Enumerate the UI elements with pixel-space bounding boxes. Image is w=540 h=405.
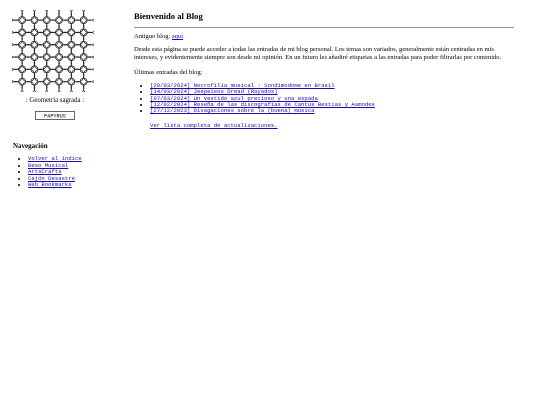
geometry-circle bbox=[68, 17, 75, 24]
geometry-circle bbox=[83, 32, 94, 45]
latest-entries-list bbox=[134, 83, 514, 114]
geometry-circle bbox=[46, 10, 59, 21]
nav-link-artscrafts[interactable]: ArtsCrafts bbox=[28, 168, 62, 176]
entry-link[interactable]: [12/02/2024] Reseña de las discografías de Cantus Bestias y Asmodes bbox=[150, 101, 375, 109]
geometry-circle bbox=[68, 29, 75, 36]
geometry-circle bbox=[19, 53, 26, 60]
geometry-circle bbox=[43, 17, 50, 24]
geometry-circle bbox=[59, 57, 72, 70]
geometry-circle bbox=[19, 17, 26, 24]
geometry-circle bbox=[43, 41, 50, 48]
geometry-circle bbox=[34, 57, 47, 70]
geometry-circle bbox=[31, 66, 38, 73]
nav-link-index[interactable]: Volver al índice bbox=[28, 155, 82, 162]
geometry-circle bbox=[46, 20, 59, 33]
geometry-circle bbox=[80, 17, 87, 24]
papyrus-badge[interactable] bbox=[35, 111, 75, 120]
geometry-circle bbox=[83, 57, 94, 70]
geometry-circle bbox=[43, 29, 50, 36]
full-list-link[interactable]: Ver lista completa de actualizaciones. bbox=[150, 121, 278, 129]
entry-link[interactable]: [27/12/2023] Divagaciones sobre la (buena) música bbox=[150, 107, 315, 115]
geometry-circle bbox=[19, 29, 26, 36]
geometry-circle bbox=[83, 20, 94, 33]
geometry-circle bbox=[31, 78, 38, 85]
geometry-circle bbox=[71, 69, 84, 82]
geometry-circle bbox=[43, 78, 50, 85]
entry-link[interactable]: [07/03/2024] Un vestido azul precioso y una espada bbox=[150, 94, 318, 102]
geometry-circle bbox=[68, 66, 75, 73]
badge-text: PAPYRUS bbox=[44, 113, 66, 120]
blog-description: Desde esta página se puede acceder a todas las entradas de mi blog personal. Los temas son variados, generalmente están centradas en mis intereses, y evidentemente siempre son desde mi opinión. En un futuro les añadiré etiquetas a las entradas para poder filtrarlas por contenido. bbox=[134, 46, 502, 61]
image-caption: : Geometría sagrada : bbox=[25, 97, 85, 104]
geometry-circle bbox=[59, 20, 72, 33]
geometry-circle bbox=[34, 81, 47, 92]
geometry-circle bbox=[22, 57, 35, 70]
geometry-circle bbox=[34, 10, 47, 21]
geometry-circle bbox=[22, 44, 35, 57]
geometry-circle bbox=[46, 44, 59, 57]
sacred-geometry-image bbox=[12, 10, 94, 92]
geometry-circle bbox=[12, 69, 23, 82]
geometry-circle bbox=[34, 69, 47, 82]
geometry-circle bbox=[31, 17, 38, 24]
geometry-circle bbox=[43, 66, 50, 73]
geometry-circle bbox=[22, 69, 35, 82]
geometry-circle bbox=[71, 44, 84, 57]
nav-link-cajon-desastre[interactable]: Cajón Desastre bbox=[28, 174, 75, 182]
geometry-circle bbox=[31, 53, 38, 60]
geometry-circle bbox=[80, 29, 87, 36]
navigation-title: Navegación bbox=[13, 142, 48, 150]
geometry-circle bbox=[83, 69, 94, 82]
nav-link-web-bookmarks[interactable]: Web Bookmarks bbox=[28, 181, 72, 189]
geometry-circle bbox=[55, 17, 62, 24]
old-blog-line bbox=[134, 33, 514, 40]
geometry-circle bbox=[80, 41, 87, 48]
geometry-circle bbox=[71, 57, 84, 70]
entry-link[interactable]: [29/03/2024] Necrofilia musical : Sondimodome en Brasil bbox=[150, 82, 335, 90]
geometry-circle bbox=[80, 78, 87, 85]
navigation-list bbox=[12, 156, 98, 189]
geometry-circle bbox=[59, 44, 72, 57]
geometry-circle bbox=[68, 53, 75, 60]
nav-link-beso-musical[interactable]: Beso Musical bbox=[28, 161, 69, 169]
geometry-circle bbox=[43, 53, 50, 60]
geometry-circle bbox=[34, 32, 47, 45]
page-title: Bienvenido al Blog bbox=[134, 11, 203, 21]
geometry-circle bbox=[71, 20, 84, 33]
geometry-circle bbox=[71, 81, 84, 92]
geometry-circle bbox=[80, 53, 87, 60]
sidebar bbox=[12, 10, 98, 189]
geometry-circle bbox=[46, 69, 59, 82]
geometry-circle bbox=[22, 32, 35, 45]
geometry-circle bbox=[31, 29, 38, 36]
geometry-circle bbox=[12, 20, 23, 33]
main-content bbox=[134, 11, 514, 129]
geometry-circle bbox=[12, 81, 23, 92]
geometry-circle bbox=[55, 66, 62, 73]
geometry-circle bbox=[68, 78, 75, 85]
geometry-circle bbox=[19, 78, 26, 85]
latest-entries-heading: Últimas entradas del blog: bbox=[134, 69, 203, 77]
geometry-circle bbox=[83, 44, 94, 57]
geometry-circle bbox=[68, 41, 75, 48]
old-blog-label: Antiguo blog: bbox=[134, 33, 172, 40]
geometry-circle bbox=[12, 32, 23, 45]
geometry-circle bbox=[22, 10, 35, 21]
geometry-circle bbox=[71, 10, 84, 21]
geometry-circle bbox=[71, 32, 84, 45]
geometry-circle bbox=[55, 41, 62, 48]
geometry-circle bbox=[83, 10, 94, 21]
geometry-circle bbox=[59, 10, 72, 21]
geometry-circle bbox=[46, 81, 59, 92]
geometry-circle bbox=[46, 32, 59, 45]
geometry-circle bbox=[34, 20, 47, 33]
geometry-circle bbox=[59, 81, 72, 92]
geometry-circle bbox=[19, 66, 26, 73]
entry-link[interactable]: [14/03/2024] Jeepeieos Dread (Rayados) bbox=[150, 88, 278, 96]
geometry-circle bbox=[80, 66, 87, 73]
old-blog-link[interactable]: aquí bbox=[171, 33, 184, 40]
geometry-circle bbox=[55, 53, 62, 60]
geometry-circle bbox=[59, 32, 72, 45]
geometry-circle bbox=[22, 20, 35, 33]
geometry-circle bbox=[31, 41, 38, 48]
geometry-circle bbox=[19, 41, 26, 48]
geometry-circle bbox=[34, 44, 47, 57]
geometry-circle bbox=[22, 81, 35, 92]
geometry-circle bbox=[12, 57, 23, 70]
geometry-circle bbox=[59, 69, 72, 82]
geometry-circle bbox=[46, 57, 59, 70]
geometry-circle bbox=[12, 44, 23, 57]
geometry-circle bbox=[55, 29, 62, 36]
geometry-circle bbox=[83, 81, 94, 92]
geometry-circle bbox=[55, 78, 62, 85]
geometry-circle bbox=[12, 10, 23, 21]
title-divider bbox=[134, 27, 514, 28]
